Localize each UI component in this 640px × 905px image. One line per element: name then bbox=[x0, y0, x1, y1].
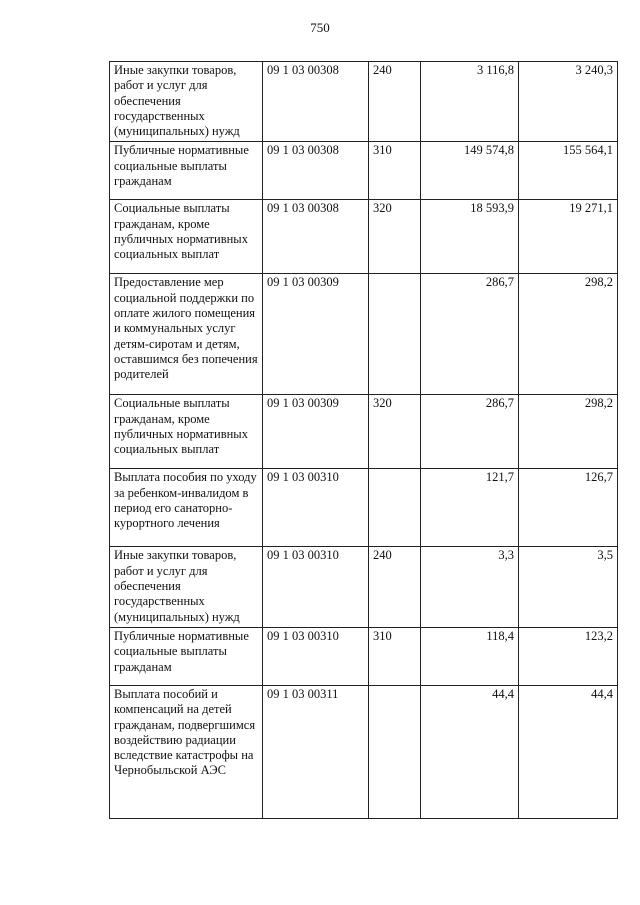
row-code-cell: 09 1 03 00309 bbox=[263, 274, 369, 395]
row-name-cell: Предоставление мер социальной поддержки по оплате жилого помещения и коммунальных услуг детям-сиротам и детям, оставшимся без попечения родителей bbox=[110, 274, 263, 395]
row-amount-year1-cell: 121,7 bbox=[421, 469, 519, 547]
row-expense-type-cell: 240 bbox=[369, 62, 421, 142]
row-expense-type-cell bbox=[369, 685, 421, 818]
row-expense-type-cell: 240 bbox=[369, 547, 421, 627]
table-row bbox=[110, 200, 618, 274]
row-amount-year1-cell: 18 593,9 bbox=[421, 200, 519, 274]
table-row bbox=[110, 395, 618, 469]
row-amount-year1-cell: 118,4 bbox=[421, 627, 519, 685]
row-amount-year1-cell: 149 574,8 bbox=[421, 142, 519, 200]
table-row bbox=[110, 274, 618, 395]
row-expense-type-cell: 310 bbox=[369, 142, 421, 200]
row-amount-year2-cell: 3,5 bbox=[519, 547, 618, 627]
row-name-cell: Социальные выплаты гражданам, кроме публичных нормативных социальных выплат bbox=[110, 395, 263, 469]
table-row bbox=[110, 142, 618, 200]
row-amount-year2-cell: 123,2 bbox=[519, 627, 618, 685]
row-amount-year2-cell: 19 271,1 bbox=[519, 200, 618, 274]
row-name-cell: Публичные нормативные социальные выплаты гражданам bbox=[110, 142, 263, 200]
table-row bbox=[110, 685, 618, 818]
row-expense-type-cell: 320 bbox=[369, 200, 421, 274]
row-name-cell: Выплата пособия по уходу за ребенком-инвалидом в период его санаторно-курортного лечения bbox=[110, 469, 263, 547]
row-name-cell: Иные закупки товаров, работ и услуг для обеспечения государственных (муниципальных) нужд bbox=[110, 62, 263, 142]
row-amount-year2-cell: 298,2 bbox=[519, 395, 618, 469]
row-code-cell: 09 1 03 00310 bbox=[263, 627, 369, 685]
row-amount-year1-cell: 44,4 bbox=[421, 685, 519, 818]
table-row bbox=[110, 547, 618, 627]
row-amount-year2-cell: 298,2 bbox=[519, 274, 618, 395]
row-expense-type-cell: 310 bbox=[369, 627, 421, 685]
row-amount-year2-cell: 44,4 bbox=[519, 685, 618, 818]
page-number: 750 bbox=[310, 20, 330, 35]
row-expense-type-cell: 320 bbox=[369, 395, 421, 469]
row-expense-type-cell bbox=[369, 469, 421, 547]
table-row bbox=[110, 469, 618, 547]
row-code-cell: 09 1 03 00308 bbox=[263, 142, 369, 200]
row-code-cell: 09 1 03 00309 bbox=[263, 395, 369, 469]
row-name-cell: Социальные выплаты гражданам, кроме публичных нормативных социальных выплат bbox=[110, 200, 263, 274]
row-amount-year2-cell: 3 240,3 bbox=[519, 62, 618, 142]
row-amount-year1-cell: 3,3 bbox=[421, 547, 519, 627]
row-amount-year1-cell: 3 116,8 bbox=[421, 62, 519, 142]
row-name-cell: Публичные нормативные социальные выплаты гражданам bbox=[110, 627, 263, 685]
row-code-cell: 09 1 03 00308 bbox=[263, 62, 369, 142]
row-code-cell: 09 1 03 00308 bbox=[263, 200, 369, 274]
row-code-cell: 09 1 03 00310 bbox=[263, 547, 369, 627]
table-row bbox=[110, 627, 618, 685]
row-name-cell: Выплата пособий и компенсаций на детей гражданам, подвергшимся воздействию радиации вследствие катастрофы на Чернобыльской АЭС bbox=[110, 685, 263, 818]
table-row bbox=[110, 62, 618, 142]
row-code-cell: 09 1 03 00311 bbox=[263, 685, 369, 818]
row-amount-year1-cell: 286,7 bbox=[421, 274, 519, 395]
row-amount-year2-cell: 155 564,1 bbox=[519, 142, 618, 200]
row-amount-year1-cell: 286,7 bbox=[421, 395, 519, 469]
row-name-cell: Иные закупки товаров, работ и услуг для обеспечения государственных (муниципальных) нужд bbox=[110, 547, 263, 627]
row-expense-type-cell bbox=[369, 274, 421, 395]
row-code-cell: 09 1 03 00310 bbox=[263, 469, 369, 547]
row-amount-year2-cell: 126,7 bbox=[519, 469, 618, 547]
budget-table bbox=[109, 61, 618, 819]
